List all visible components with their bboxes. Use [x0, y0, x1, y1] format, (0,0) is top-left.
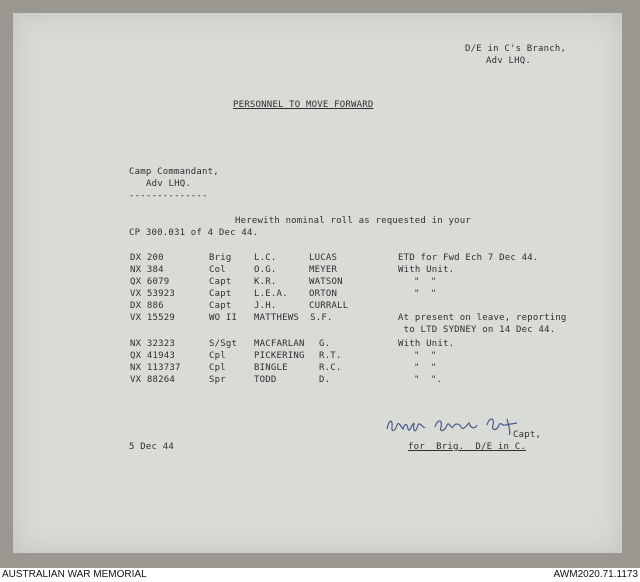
archive-name: AUSTRALIAN WAR MEMORIAL [2, 569, 147, 580]
service-number: VX 15529 [130, 313, 175, 323]
initials: L.C. [254, 253, 277, 263]
rank: Brig [209, 253, 232, 263]
addressee-rule: -------------- [129, 191, 208, 201]
roll-row [13, 301, 622, 312]
surname: MEYER [309, 265, 338, 275]
remark: With Unit. [398, 339, 455, 349]
initials: K.R. [254, 277, 277, 287]
rank: S/Sgt [209, 339, 238, 349]
initials: R.C. [319, 363, 342, 373]
roll-row [13, 253, 622, 264]
service-number: VX 88264 [130, 375, 175, 385]
remark: " " [414, 351, 437, 361]
remark: ETD for Fwd Ech 7 Dec 44. [398, 253, 539, 263]
roll-row [13, 375, 622, 386]
rank: Capt [209, 289, 232, 299]
archive-reference: AWM2020.71.1173 [553, 569, 638, 580]
addressee-line-1: Camp Commandant, [129, 167, 219, 177]
rank: Capt [209, 277, 232, 287]
rank: Cpl [209, 363, 226, 373]
rank: Spr [209, 375, 226, 385]
roll-row [13, 313, 622, 324]
service-number: DX 886 [130, 301, 164, 311]
rank: Cpl [209, 351, 226, 361]
document-title: PERSONNEL TO MOVE FORWARD [233, 100, 374, 110]
body-line-1: Herewith nominal roll as requested in your [235, 216, 471, 226]
roll-row [13, 339, 622, 350]
remark: At present on leave, reporting [398, 313, 567, 323]
surname: ORTON [309, 289, 338, 299]
remark: to LTD SYDNEY on 14 Dec 44. [398, 325, 556, 335]
service-number: NX 32323 [130, 339, 175, 349]
initials: G. [319, 339, 331, 349]
rank: Capt [209, 301, 232, 311]
signatory-rank: Capt, [513, 430, 542, 440]
rank: WO II [209, 313, 238, 323]
remark: With Unit. [398, 265, 455, 275]
remark: " " [414, 277, 437, 287]
addressee-line-2: Adv LHQ. [146, 179, 191, 189]
surname: BINGLE [254, 363, 288, 373]
initials: R.T. [319, 351, 342, 361]
service-number: NX 384 [130, 265, 164, 275]
roll-row [13, 265, 622, 276]
roll-row [13, 363, 622, 374]
roll-row [13, 277, 622, 288]
initials: J.H. [254, 301, 277, 311]
signatory-for: for Brig. D/E in C. [408, 442, 526, 452]
service-number: QX 41943 [130, 351, 175, 361]
surname: MACFARLAN [254, 339, 305, 349]
roll-row [13, 289, 622, 300]
service-number: QX 6079 [130, 277, 170, 287]
surname: CURRALL [309, 301, 349, 311]
rank: Col [209, 265, 226, 275]
document-page [13, 13, 622, 553]
office-line-1: D/E in C's Branch, [465, 44, 567, 54]
archive-footer [0, 568, 640, 582]
initials: D. [319, 375, 331, 385]
surname: WATSON [309, 277, 343, 287]
body-line-2: CP 300.031 of 4 Dec 44. [129, 228, 259, 238]
remark: " " [414, 363, 437, 373]
service-number: NX 113737 [130, 363, 181, 373]
roll-row [13, 351, 622, 362]
remark: " ". [414, 375, 443, 385]
surname: LUCAS [309, 253, 338, 263]
service-number: DX 200 [130, 253, 164, 263]
initials: O.G. [254, 265, 277, 275]
service-number: VX 53923 [130, 289, 175, 299]
office-line-2: Adv LHQ. [486, 56, 531, 66]
initials: L.E.A. [254, 289, 288, 299]
roll-row [13, 325, 622, 336]
surname: TODD [254, 375, 277, 385]
surname: MATTHEWS S.F. [254, 313, 333, 323]
surname: PICKERING [254, 351, 305, 361]
remark: " " [414, 289, 437, 299]
document-date: 5 Dec 44 [129, 442, 174, 452]
